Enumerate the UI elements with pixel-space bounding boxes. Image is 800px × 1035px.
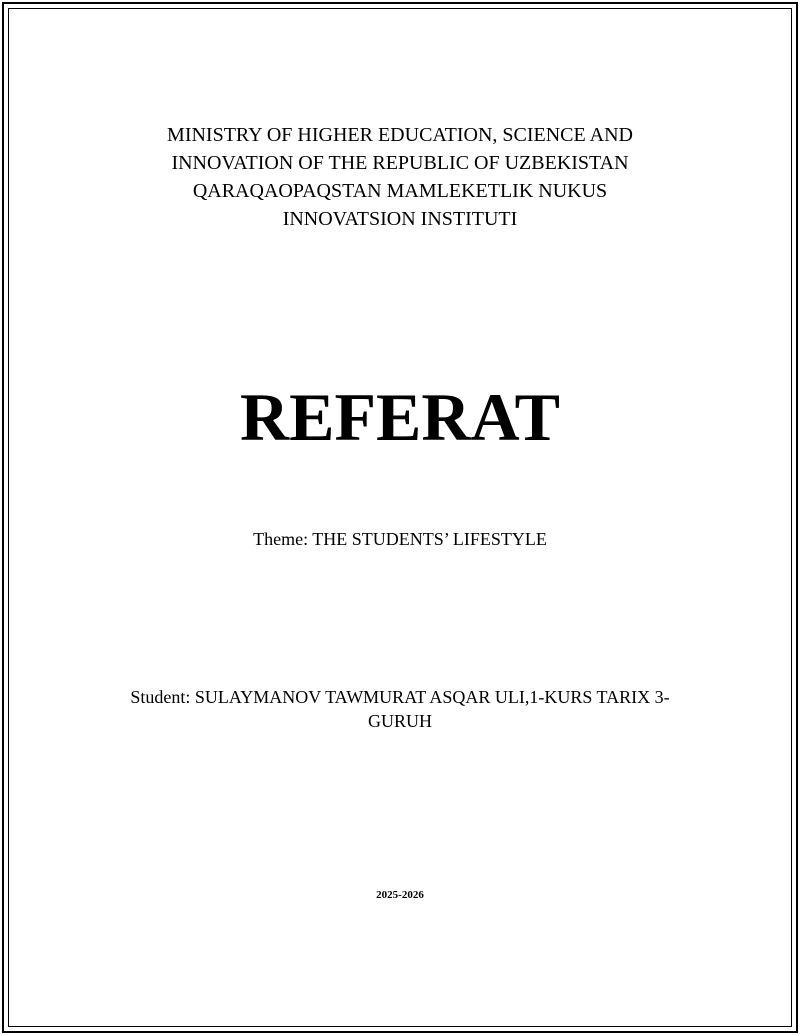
theme-line: Theme: THE STUDENTS’ LIFESTYLE	[253, 529, 547, 549]
document-title: REFERAT	[240, 379, 560, 455]
header-line: QARAQAOPAQSTAN MAMLEKETLIK NUKUS	[192, 180, 608, 202]
academic-year: 2025-2026	[376, 889, 424, 901]
institution-header	[0, 121, 800, 233]
student-line: Student: SULAYMANOV TAWMURAT ASQAR ULI,1-KURS TARIX 3-	[130, 687, 670, 707]
header-line: INNOVATSION INSTITUTI	[282, 208, 518, 230]
student-info	[0, 685, 800, 733]
student-line: GURUH	[367, 711, 432, 731]
header-line: INNOVATION OF THE REPUBLIC OF UZBEKISTAN	[171, 152, 629, 174]
header-line: MINISTRY OF HIGHER EDUCATION, SCIENCE AND	[167, 124, 633, 146]
